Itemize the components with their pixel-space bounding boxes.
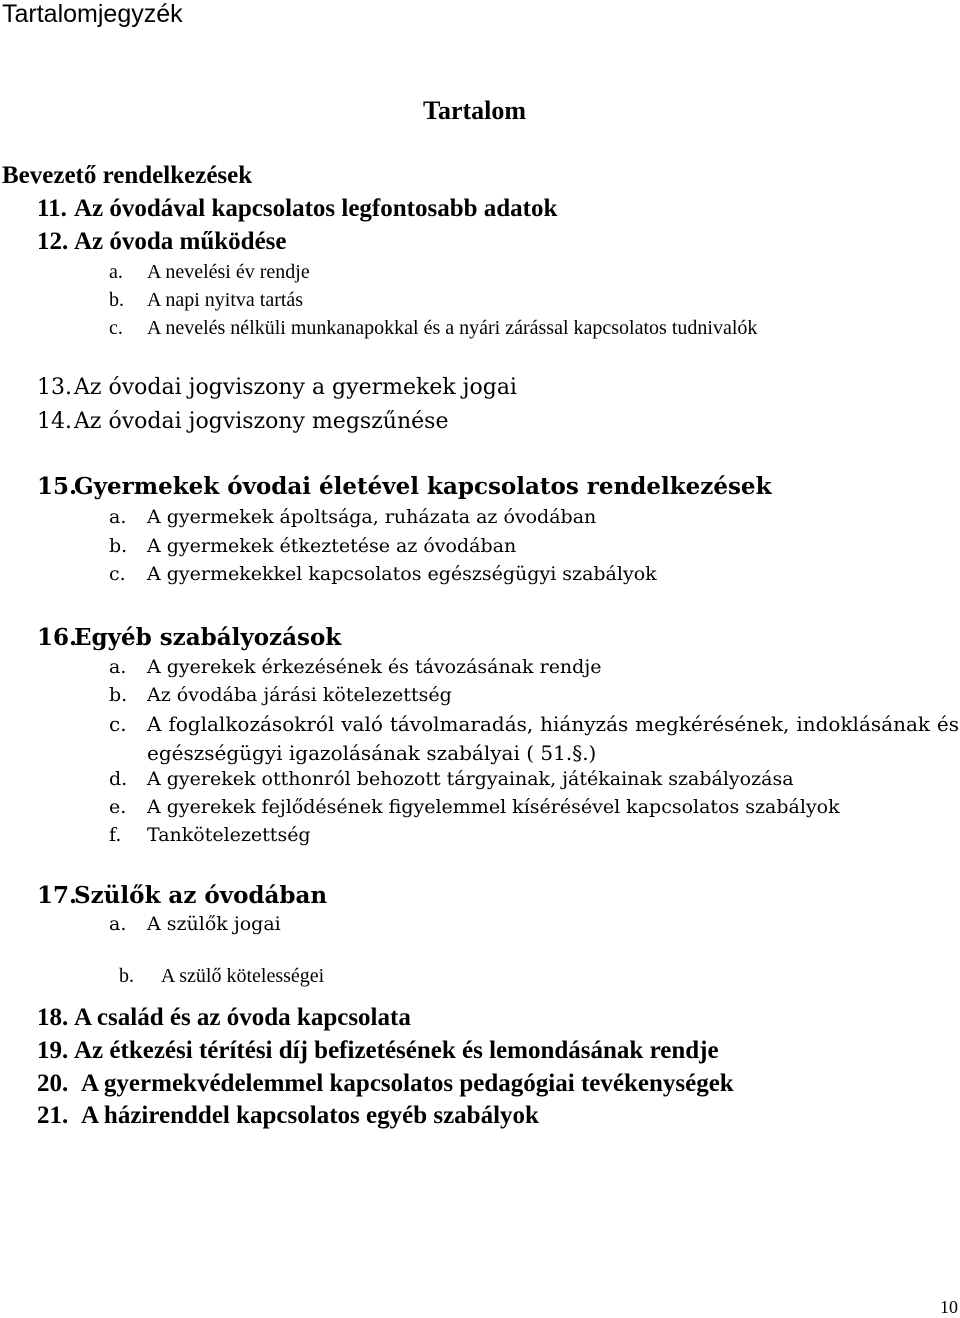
item-letter: a.: [109, 506, 127, 528]
toc-item-12b: [109, 289, 303, 312]
chapter-label: Az óvoda működése: [74, 228, 287, 255]
chapter-label: Szülők az óvodában: [74, 882, 328, 909]
toc-item-15a: [109, 506, 596, 528]
toc-chapter-15: [37, 473, 772, 500]
item-label: A gyermekek ápoltsága, ruházata az óvodában: [147, 506, 597, 528]
item-label: A gyermekekkel kapcsolatos egészségügyi szabályok: [147, 563, 657, 585]
toc-item-16b: [109, 684, 452, 706]
toc-heading: Tartalomjegyzék: [2, 0, 183, 28]
chapter-number: 13.: [37, 375, 72, 400]
item-label: A gyerekek otthonról behozott tárgyainak, játékainak szabályozása: [147, 768, 794, 790]
item-label: A nevelés nélküli munkanapokkal és a nyári zárással kapcsolatos tudnivalók: [147, 317, 758, 339]
item-letter: e.: [109, 796, 127, 818]
chapter-label: A család és az óvoda kapcsolata: [74, 1004, 411, 1031]
toc-chapter-20: [37, 1070, 734, 1098]
toc-item-16f: [109, 824, 311, 846]
toc-chapter-12: [37, 228, 287, 256]
chapter-label: Az étkezési térítési díj befizetésének és lemondásának rendje: [74, 1037, 719, 1064]
chapter-label: Az óvodai jogviszony a gyermekek jogai: [74, 375, 517, 400]
item-letter: a.: [109, 261, 123, 283]
chapter-number: 18.: [37, 1004, 69, 1031]
chapter-number: 15.: [37, 473, 78, 500]
item-label: A nevelési év rendje: [147, 261, 310, 283]
toc-item-16c: [109, 710, 959, 768]
chapter-number: 17.: [37, 882, 78, 909]
chapter-number: 11.: [37, 195, 67, 222]
toc-chapter-19: [37, 1037, 719, 1065]
item-label: A napi nyitva tartás: [147, 289, 304, 311]
page-title: Tartalom: [423, 96, 527, 125]
toc-chapter-14: [37, 409, 448, 434]
chapter-label: Gyermekek óvodai életével kapcsolatos rendelkezések: [74, 473, 772, 500]
item-label: A gyerekek érkezésének és távozásának rendje: [147, 656, 602, 678]
item-label: Tankötelezettség: [147, 824, 311, 846]
toc-chapter-13: [37, 375, 517, 400]
item-letter: b.: [109, 535, 128, 557]
chapter-number: 20.: [37, 1070, 69, 1097]
toc-item-16d: [109, 768, 794, 790]
item-letter: b.: [119, 965, 134, 987]
toc-chapter-16: [37, 624, 341, 651]
toc-item-12c: [109, 317, 757, 340]
chapter-number: 14.: [37, 409, 72, 434]
chapter-label: A gyermekvédelemmel kapcsolatos pedagógiai tevékenységek: [81, 1070, 734, 1097]
chapter-number: 16.: [37, 624, 78, 651]
chapter-label: A házirenddel kapcsolatos egyéb szabályok: [81, 1102, 539, 1129]
toc-item-17b: [109, 942, 324, 988]
intro-heading: Bevezető rendelkezések: [2, 162, 253, 189]
item-letter: f.: [109, 824, 122, 846]
item-letter: b.: [109, 289, 124, 311]
chapter-number: 19.: [37, 1037, 69, 1064]
toc-item-12a: [109, 261, 310, 284]
chapter-label: Egyéb szabályozások: [74, 624, 342, 651]
toc-item-15c: [109, 563, 657, 585]
toc-item-16a: [109, 656, 601, 678]
item-label: A gyerekek fejlődésének figyelemmel kísérésével kapcsolatos szabályok: [147, 796, 840, 818]
item-label: A szülő kötelességei: [157, 965, 325, 987]
item-letter: b.: [109, 684, 128, 706]
toc-item-17a: [109, 913, 281, 935]
item-letter: c.: [109, 712, 127, 736]
chapter-number: 21.: [37, 1102, 69, 1129]
item-letter: c.: [109, 563, 126, 585]
page-number: 10: [940, 1297, 958, 1317]
item-label: Az óvodába járási kötelezettség: [147, 684, 452, 706]
item-label: A szülők jogai: [147, 913, 281, 935]
chapter-number: 12.: [37, 228, 69, 255]
chapter-label: Az óvodai jogviszony megszűnése: [74, 409, 449, 434]
toc-chapter-21: [37, 1102, 539, 1130]
item-label: A foglalkozásokról való távolmaradás, hiányzás megkérésének, indoklásának és egészségügyi igazolásának szabályai ( 51.§.): [147, 712, 959, 765]
toc-item-16e: [109, 796, 840, 818]
item-letter: d.: [109, 768, 128, 790]
toc-chapter-11: [37, 195, 557, 223]
chapter-label: Az óvodával kapcsolatos legfontosabb adatok: [74, 195, 558, 222]
item-label: A gyermekek étkeztetése az óvodában: [147, 535, 517, 557]
toc-chapter-17: [37, 882, 327, 909]
toc-item-15b: [109, 535, 516, 557]
item-letter: a.: [109, 913, 127, 935]
item-letter: c.: [109, 317, 123, 339]
item-letter: a.: [109, 656, 127, 678]
toc-chapter-18: [37, 1004, 411, 1032]
